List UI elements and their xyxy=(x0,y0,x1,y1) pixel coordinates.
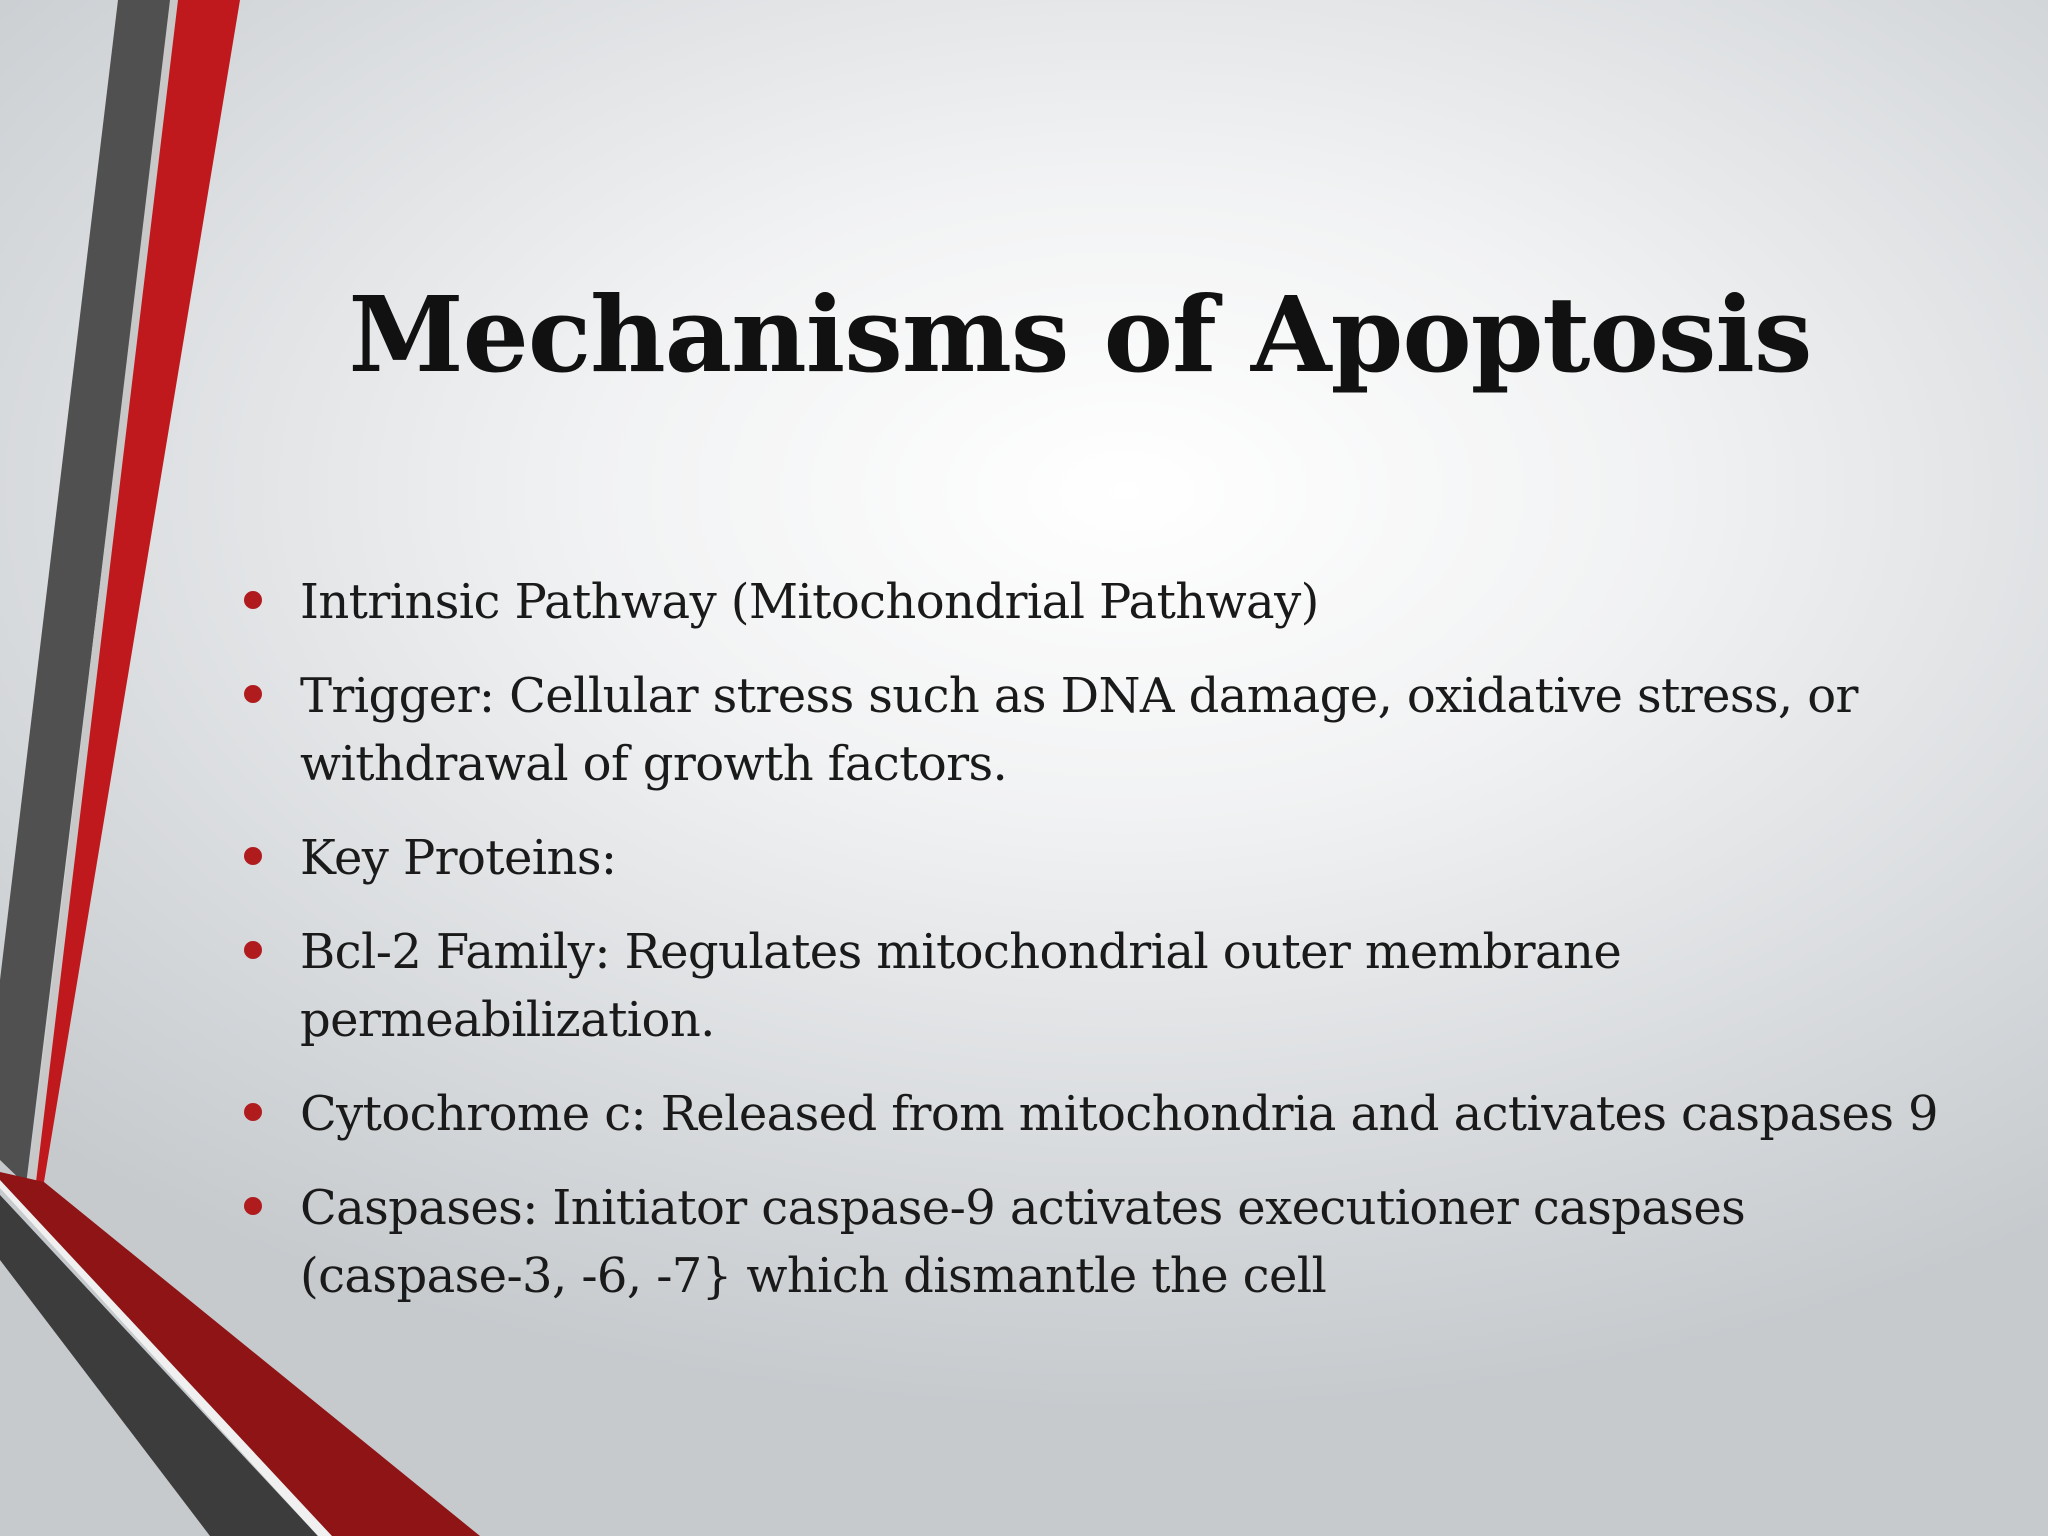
bullet-text: Intrinsic Pathway (Mitochondrial Pathway) xyxy=(300,574,1319,630)
dark-gray-stripe xyxy=(0,0,172,1185)
bullet-item xyxy=(240,1174,1960,1310)
bullet-item xyxy=(240,662,1960,798)
bullet-item xyxy=(240,1080,1960,1148)
bullet-dot-icon xyxy=(244,1103,262,1121)
bullet-dot-icon xyxy=(244,591,262,609)
slide-title: Mechanisms of Apoptosis xyxy=(348,273,1812,396)
bullet-text: Caspases: Initiator caspase-9 activates executioner caspases (caspase-3, -6, -7} which dismantle the cell xyxy=(300,1180,1746,1304)
bullet-item xyxy=(240,568,1960,636)
bullet-item xyxy=(240,824,1960,892)
bullet-dot-icon xyxy=(244,1197,262,1215)
bullet-dot-icon xyxy=(244,847,262,865)
bullet-text: Bcl-2 Family: Regulates mitochondrial outer membrane permeabilization. xyxy=(300,924,1622,1048)
bullet-text: Key Proteins: xyxy=(300,830,617,886)
bullet-text: Cytochrome c: Released from mitochondria and activates caspases 9 xyxy=(300,1086,1938,1142)
bullet-dot-icon xyxy=(244,685,262,703)
bullet-dot-icon xyxy=(244,941,262,959)
bullet-list xyxy=(240,568,1960,1336)
bullet-item xyxy=(240,918,1960,1054)
bullet-text: Trigger: Cellular stress such as DNA damage, oxidative stress, or withdrawal of growth factors. xyxy=(300,668,1858,792)
